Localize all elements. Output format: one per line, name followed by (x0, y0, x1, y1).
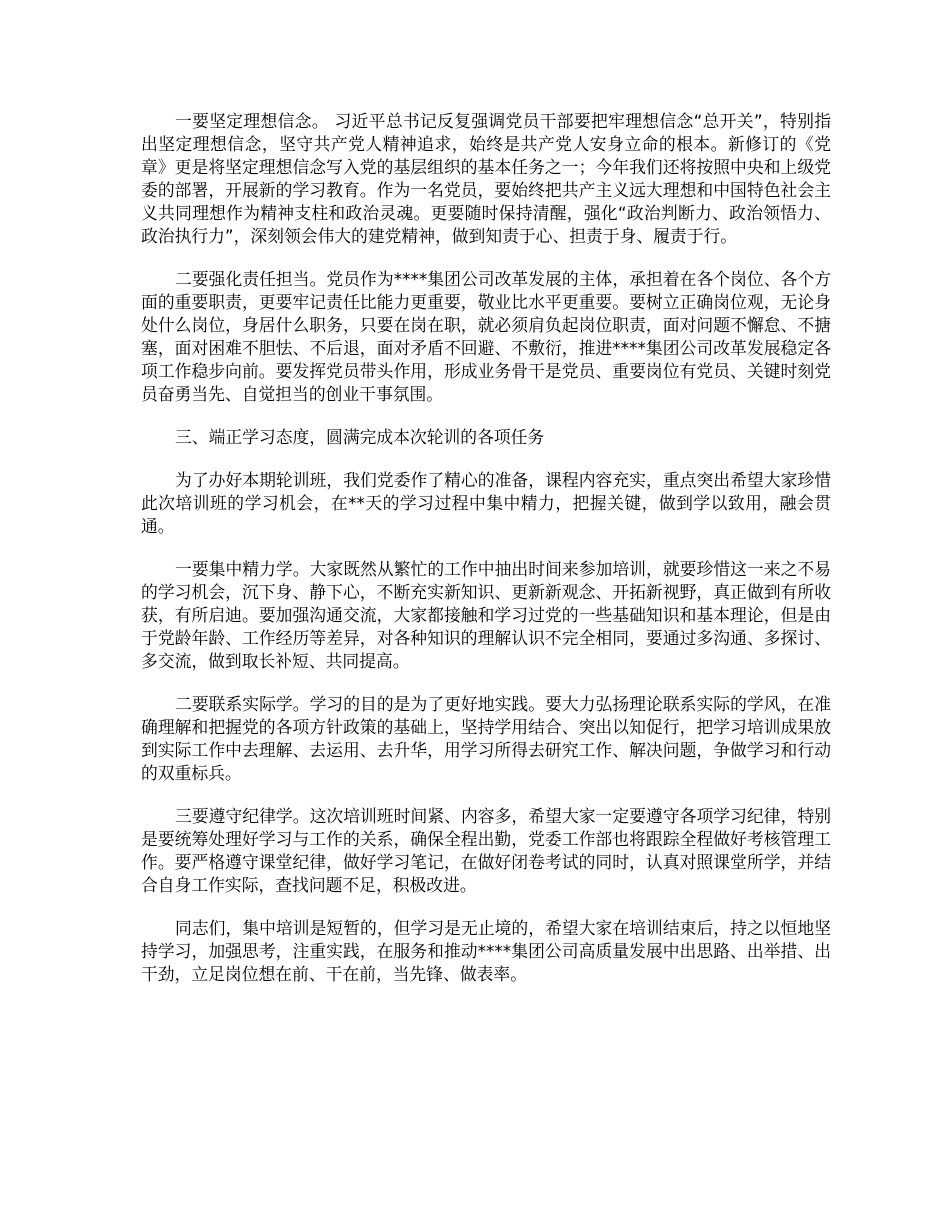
paragraph-firm-ideals: 一要坚定理想信念。 习近平总书记反复强调党员干部要把牢理想信念“总开关”，特别指出坚定理想信念，坚守共产党人精神追求，始终是共产党人安身立命的根本。新修订的《党章》更是将坚定理想信念写入党的基层组织的基本任务之一；今年我们还将按照中央和上级党委的部署，开展新的学习教育。作为一名党员，要始终把共产主义远大理想和中国特色社会主义共同理想作为精神支柱和政治灵魂。更要随时保持清醒，强化“政治判断力、政治领悟力、政治执行力”，深刻领会伟大的建党精神，做到知责于心、担责于身、履责于行。 (141, 111, 831, 246)
paragraph-responsibility: 二要强化责任担当。党员作为****集团公司改革发展的主体，承担着在各个岗位、各个方面的重要职责，更要牢记责任比能力更重要，敬业比水平更重要。要树立正确岗位观，无论身处什么岗位，身居什么职务，只要在岗在职，就必须肩负起岗位职责，面对问题不懈怠、不搪塞，面对困难不胆怯、不后退，面对矛盾不回避、不敷衍，推进****集团公司改革发展稳定各项工作稳步向前。要发挥党员带头作用，形成业务骨干是党员、重要岗位有党员、关键时刻党员奋勇当先、自觉担当的创业干事氛围。 (141, 269, 831, 404)
paragraph-practical-study: 二要联系实际学。学习的目的是为了更好地实践。要大力弘扬理论联系实际的学风，在准确理解和把握党的各项方针政策的基础上，坚持学用结合、突出以知促行，把学习培训成果放到实际工作中去理解、去运用、去升华，用学习所得去研究工作、解决问题，争做学习和行动的双重标兵。 (141, 694, 831, 783)
document-page (141, 110, 831, 1006)
paragraph-closing: 同志们，集中培训是短暂的，但学习是无止境的，希望大家在培训结束后，持之以恒地坚持学习，加强思考，注重实践，在服务和推动****集团公司高质量发展中出思路、出举措、出干劲，立足岗位想在前、干在前，当先锋、做表率。 (141, 918, 831, 984)
paragraph-discipline-study: 三要遵守纪律学。这次培训班时间紧、内容多，希望大家一定要遵守各项学习纪律，特别是要统筹处理好学习与工作的关系，确保全程出勤，党委工作部也将跟踪全程做好考核管理工作。要严格遵守课堂纪律，做好学习笔记，在做好闭卷考试的同时，认真对照课堂所学，并结合自身工作实际，查找问题不足，积极改进。 (141, 806, 831, 895)
paragraph-focused-study: 一要集中精力学。大家既然从繁忙的工作中抽出时间来参加培训，就要珍惜这一来之不易的学习机会，沉下身、静下心，不断充实新知识、更新新观念、开拓新视野，真正做到有所收获，有所启迪。要加强沟通交流，大家都接触和学习过党的一些基础知识和基本理论，但是由于党龄年龄、工作经历等差异，对各种知识的理解认识不完全相同，要通过多沟通、多探讨、多交流，做到取长补短、共同提高。 (141, 559, 831, 671)
paragraph-training-intro: 为了办好本期轮训班，我们党委作了精心的准备，课程内容充实，重点突出希望大家珍惜此次培训班的学习机会，在**天的学习过程中集中精力，把握关键，做到学以致用，融会贯通。 (141, 470, 831, 536)
section-heading-study-attitude: 三、端正学习态度，圆满完成本次轮训的各项任务 (175, 427, 545, 447)
